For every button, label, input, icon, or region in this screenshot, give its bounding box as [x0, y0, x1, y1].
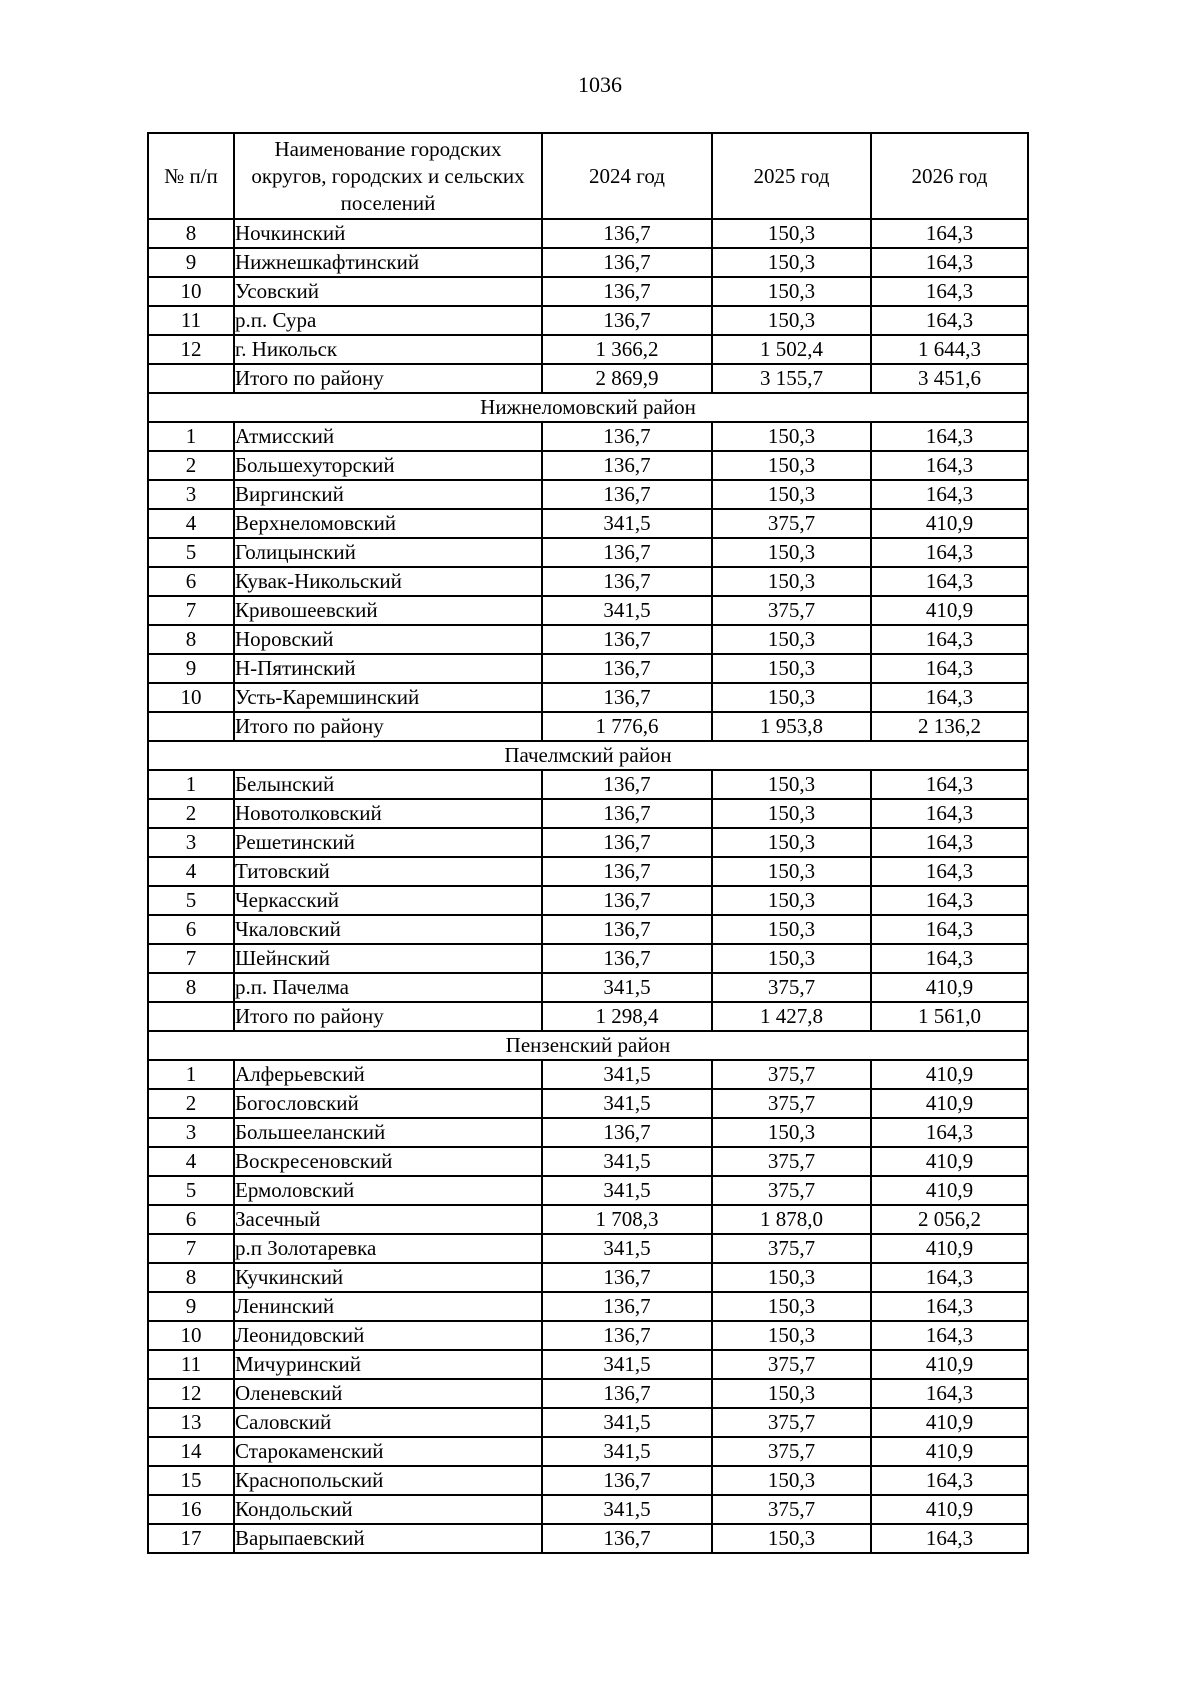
table-row — [148, 219, 1028, 248]
section-title: Пензенский район — [148, 1031, 1028, 1060]
value-2024: 136,7 — [542, 857, 712, 886]
value-2024: 136,7 — [542, 799, 712, 828]
row-number — [148, 712, 234, 741]
row-number: 10 — [148, 277, 234, 306]
settlement-name: Голицынский — [234, 538, 542, 567]
value-2025: 150,3 — [712, 625, 871, 654]
value-2026: 410,9 — [871, 1437, 1028, 1466]
table-row — [148, 451, 1028, 480]
value-2025: 375,7 — [712, 1089, 871, 1118]
settlement-name: Шейнский — [234, 944, 542, 973]
value-2025: 150,3 — [712, 654, 871, 683]
row-number: 5 — [148, 538, 234, 567]
value-2024: 136,7 — [542, 1118, 712, 1147]
value-2024: 136,7 — [542, 1524, 712, 1553]
table-row — [148, 886, 1028, 915]
row-number: 6 — [148, 1205, 234, 1234]
value-2025: 150,3 — [712, 683, 871, 712]
value-2026: 164,3 — [871, 480, 1028, 509]
section-row — [148, 741, 1028, 770]
settlement-name: Алферьевский — [234, 1060, 542, 1089]
row-number: 2 — [148, 1089, 234, 1118]
section-row — [148, 1031, 1028, 1060]
value-2024: 341,5 — [542, 1495, 712, 1524]
section-title: Пачелмский район — [148, 741, 1028, 770]
value-2025: 150,3 — [712, 828, 871, 857]
settlement-name: Виргинский — [234, 480, 542, 509]
row-number: 8 — [148, 1263, 234, 1292]
value-2026: 164,3 — [871, 219, 1028, 248]
settlement-name: Норовский — [234, 625, 542, 654]
value-2025: 375,7 — [712, 1060, 871, 1089]
value-2024: 341,5 — [542, 509, 712, 538]
row-number: 12 — [148, 335, 234, 364]
value-2026: 1 561,0 — [871, 1002, 1028, 1031]
row-number: 9 — [148, 1292, 234, 1321]
value-2024: 136,7 — [542, 219, 712, 248]
table-row — [148, 248, 1028, 277]
total-row — [148, 712, 1028, 741]
value-2025: 150,3 — [712, 538, 871, 567]
table-row — [148, 480, 1028, 509]
value-2024: 1 298,4 — [542, 1002, 712, 1031]
value-2024: 136,7 — [542, 828, 712, 857]
settlement-name: Итого по району — [234, 712, 542, 741]
value-2025: 3 155,7 — [712, 364, 871, 393]
settlement-name: Варыпаевский — [234, 1524, 542, 1553]
row-number: 2 — [148, 799, 234, 828]
value-2026: 410,9 — [871, 596, 1028, 625]
value-2025: 150,3 — [712, 799, 871, 828]
value-2025: 1 502,4 — [712, 335, 871, 364]
value-2026: 3 451,6 — [871, 364, 1028, 393]
table-row — [148, 1408, 1028, 1437]
value-2025: 150,3 — [712, 306, 871, 335]
settlement-name: Н-Пятинский — [234, 654, 542, 683]
value-2026: 1 644,3 — [871, 335, 1028, 364]
value-2024: 136,7 — [542, 1466, 712, 1495]
value-2026: 164,3 — [871, 799, 1028, 828]
row-number: 7 — [148, 944, 234, 973]
value-2024: 136,7 — [542, 944, 712, 973]
value-2025: 375,7 — [712, 1176, 871, 1205]
value-2026: 410,9 — [871, 1089, 1028, 1118]
table-row — [148, 625, 1028, 654]
row-number: 7 — [148, 596, 234, 625]
settlement-name: Краснопольский — [234, 1466, 542, 1495]
settlement-name: Атмисский — [234, 422, 542, 451]
value-2026: 164,3 — [871, 915, 1028, 944]
value-2026: 164,3 — [871, 1524, 1028, 1553]
header-2025: 2025 год — [712, 133, 871, 219]
table-row — [148, 422, 1028, 451]
table-row — [148, 1234, 1028, 1263]
value-2024: 136,7 — [542, 654, 712, 683]
row-number: 4 — [148, 857, 234, 886]
table-row — [148, 1350, 1028, 1379]
row-number: 11 — [148, 306, 234, 335]
row-number: 4 — [148, 509, 234, 538]
row-number: 14 — [148, 1437, 234, 1466]
value-2025: 375,7 — [712, 1437, 871, 1466]
table-row — [148, 770, 1028, 799]
value-2026: 164,3 — [871, 1466, 1028, 1495]
row-number: 11 — [148, 1350, 234, 1379]
value-2026: 164,3 — [871, 857, 1028, 886]
settlement-name: Ночкинский — [234, 219, 542, 248]
table-row — [148, 1147, 1028, 1176]
settlement-name: Нижнешкафтинский — [234, 248, 542, 277]
row-number: 1 — [148, 422, 234, 451]
value-2024: 1 776,6 — [542, 712, 712, 741]
row-number: 1 — [148, 1060, 234, 1089]
table-row — [148, 567, 1028, 596]
value-2024: 136,7 — [542, 1379, 712, 1408]
value-2026: 164,3 — [871, 1321, 1028, 1350]
value-2026: 410,9 — [871, 1060, 1028, 1089]
table-row — [148, 1060, 1028, 1089]
row-number: 13 — [148, 1408, 234, 1437]
settlement-name: Итого по району — [234, 1002, 542, 1031]
value-2024: 341,5 — [542, 1176, 712, 1205]
value-2024: 341,5 — [542, 596, 712, 625]
value-2025: 150,3 — [712, 277, 871, 306]
value-2026: 164,3 — [871, 567, 1028, 596]
row-number: 7 — [148, 1234, 234, 1263]
row-number: 10 — [148, 1321, 234, 1350]
value-2026: 164,3 — [871, 1292, 1028, 1321]
value-2026: 410,9 — [871, 973, 1028, 1002]
table-row — [148, 335, 1028, 364]
table-body — [148, 219, 1028, 1553]
value-2025: 150,3 — [712, 1263, 871, 1292]
table-row — [148, 1205, 1028, 1234]
value-2024: 341,5 — [542, 1234, 712, 1263]
value-2024: 136,7 — [542, 248, 712, 277]
value-2026: 410,9 — [871, 509, 1028, 538]
row-number: 6 — [148, 915, 234, 944]
value-2024: 136,7 — [542, 277, 712, 306]
settlement-name: р.п Золотаревка — [234, 1234, 542, 1263]
table-row — [148, 277, 1028, 306]
page-number: 1036 — [578, 72, 622, 97]
value-2025: 375,7 — [712, 1350, 871, 1379]
value-2024: 136,7 — [542, 538, 712, 567]
value-2025: 150,3 — [712, 451, 871, 480]
table-row — [148, 1118, 1028, 1147]
table-row — [148, 1379, 1028, 1408]
value-2024: 136,7 — [542, 480, 712, 509]
section-title: Нижнеломовский район — [148, 393, 1028, 422]
row-number: 17 — [148, 1524, 234, 1553]
table-row — [148, 799, 1028, 828]
header-2026: 2026 год — [871, 133, 1028, 219]
value-2024: 136,7 — [542, 1321, 712, 1350]
value-2024: 341,5 — [542, 1408, 712, 1437]
value-2024: 136,7 — [542, 625, 712, 654]
value-2025: 150,3 — [712, 567, 871, 596]
settlement-name: Мичуринский — [234, 1350, 542, 1379]
value-2024: 136,7 — [542, 1263, 712, 1292]
value-2024: 136,7 — [542, 683, 712, 712]
value-2024: 1 708,3 — [542, 1205, 712, 1234]
section-row — [148, 393, 1028, 422]
settlement-name: Итого по району — [234, 364, 542, 393]
table-row — [148, 1495, 1028, 1524]
allocation-table — [147, 132, 1029, 1554]
table-row — [148, 1176, 1028, 1205]
row-number: 16 — [148, 1495, 234, 1524]
row-number: 1 — [148, 770, 234, 799]
value-2025: 375,7 — [712, 1495, 871, 1524]
table-header — [148, 133, 1028, 219]
value-2026: 164,3 — [871, 683, 1028, 712]
settlement-name: р.п. Сура — [234, 306, 542, 335]
settlement-name: Решетинский — [234, 828, 542, 857]
value-2026: 2 056,2 — [871, 1205, 1028, 1234]
table-row — [148, 683, 1028, 712]
value-2025: 150,3 — [712, 219, 871, 248]
value-2024: 341,5 — [542, 1350, 712, 1379]
value-2025: 150,3 — [712, 944, 871, 973]
value-2026: 164,3 — [871, 1379, 1028, 1408]
row-number: 8 — [148, 973, 234, 1002]
value-2025: 375,7 — [712, 596, 871, 625]
value-2024: 1 366,2 — [542, 335, 712, 364]
settlement-name: Кучкинский — [234, 1263, 542, 1292]
value-2025: 1 878,0 — [712, 1205, 871, 1234]
value-2026: 164,3 — [871, 828, 1028, 857]
table-row — [148, 915, 1028, 944]
total-row — [148, 1002, 1028, 1031]
value-2025: 150,3 — [712, 886, 871, 915]
row-number: 5 — [148, 886, 234, 915]
value-2024: 136,7 — [542, 567, 712, 596]
value-2026: 410,9 — [871, 1495, 1028, 1524]
settlement-name: Чкаловский — [234, 915, 542, 944]
value-2026: 164,3 — [871, 770, 1028, 799]
table-row — [148, 1524, 1028, 1553]
settlement-name: Кувак-Никольский — [234, 567, 542, 596]
row-number: 10 — [148, 683, 234, 712]
settlement-name: Воскресеновский — [234, 1147, 542, 1176]
value-2026: 2 136,2 — [871, 712, 1028, 741]
value-2025: 150,3 — [712, 915, 871, 944]
table-row — [148, 1292, 1028, 1321]
settlement-name: р.п. Пачелма — [234, 973, 542, 1002]
settlement-name: Засечный — [234, 1205, 542, 1234]
value-2026: 164,3 — [871, 944, 1028, 973]
value-2025: 150,3 — [712, 1118, 871, 1147]
row-number: 9 — [148, 248, 234, 277]
value-2026: 164,3 — [871, 422, 1028, 451]
header-2024: 2024 год — [542, 133, 712, 219]
value-2026: 164,3 — [871, 625, 1028, 654]
row-number: 3 — [148, 480, 234, 509]
row-number: 15 — [148, 1466, 234, 1495]
table-row — [148, 306, 1028, 335]
value-2024: 136,7 — [542, 451, 712, 480]
settlement-name: Черкасский — [234, 886, 542, 915]
settlement-name: Кондольский — [234, 1495, 542, 1524]
settlement-name: Ермоловский — [234, 1176, 542, 1205]
value-2024: 136,7 — [542, 770, 712, 799]
value-2024: 2 869,9 — [542, 364, 712, 393]
value-2024: 136,7 — [542, 915, 712, 944]
row-number — [148, 364, 234, 393]
settlement-name: Саловский — [234, 1408, 542, 1437]
value-2025: 150,3 — [712, 1524, 871, 1553]
value-2025: 150,3 — [712, 1379, 871, 1408]
value-2026: 164,3 — [871, 306, 1028, 335]
value-2025: 150,3 — [712, 857, 871, 886]
value-2025: 375,7 — [712, 973, 871, 1002]
settlement-name: г. Никольск — [234, 335, 542, 364]
table-row — [148, 973, 1028, 1002]
value-2026: 164,3 — [871, 248, 1028, 277]
row-number: 9 — [148, 654, 234, 683]
table-row — [148, 1437, 1028, 1466]
row-number: 8 — [148, 219, 234, 248]
settlement-name: Усть-Каремшинский — [234, 683, 542, 712]
value-2026: 164,3 — [871, 1118, 1028, 1147]
header-num: № п/п — [148, 133, 234, 219]
table-row — [148, 828, 1028, 857]
table-row — [148, 509, 1028, 538]
value-2025: 150,3 — [712, 770, 871, 799]
row-number: 6 — [148, 567, 234, 596]
table-row — [148, 1466, 1028, 1495]
row-number: 5 — [148, 1176, 234, 1205]
table-row — [148, 654, 1028, 683]
value-2025: 1 953,8 — [712, 712, 871, 741]
value-2025: 150,3 — [712, 422, 871, 451]
settlement-name: Белынский — [234, 770, 542, 799]
value-2026: 164,3 — [871, 654, 1028, 683]
value-2024: 341,5 — [542, 1147, 712, 1176]
value-2024: 136,7 — [542, 886, 712, 915]
header-row — [148, 133, 1028, 219]
value-2026: 164,3 — [871, 1263, 1028, 1292]
value-2024: 341,5 — [542, 1089, 712, 1118]
value-2025: 375,7 — [712, 509, 871, 538]
value-2025: 150,3 — [712, 1321, 871, 1350]
table-row — [148, 1321, 1028, 1350]
value-2026: 410,9 — [871, 1408, 1028, 1437]
settlement-name: Оленевский — [234, 1379, 542, 1408]
row-number — [148, 1002, 234, 1031]
value-2026: 410,9 — [871, 1234, 1028, 1263]
value-2025: 1 427,8 — [712, 1002, 871, 1031]
value-2026: 164,3 — [871, 538, 1028, 567]
value-2026: 410,9 — [871, 1176, 1028, 1205]
row-number: 2 — [148, 451, 234, 480]
value-2025: 150,3 — [712, 1466, 871, 1495]
table-row — [148, 944, 1028, 973]
value-2025: 375,7 — [712, 1408, 871, 1437]
value-2026: 164,3 — [871, 886, 1028, 915]
settlement-name: Верхнеломовский — [234, 509, 542, 538]
row-number: 3 — [148, 828, 234, 857]
value-2025: 150,3 — [712, 480, 871, 509]
settlement-name: Богословский — [234, 1089, 542, 1118]
row-number: 8 — [148, 625, 234, 654]
settlement-name: Леонидовский — [234, 1321, 542, 1350]
value-2026: 164,3 — [871, 277, 1028, 306]
settlement-name: Кривошеевский — [234, 596, 542, 625]
value-2024: 136,7 — [542, 1292, 712, 1321]
settlement-name: Новотолковский — [234, 799, 542, 828]
value-2024: 136,7 — [542, 422, 712, 451]
row-number: 4 — [148, 1147, 234, 1176]
value-2026: 410,9 — [871, 1147, 1028, 1176]
table-row — [148, 1089, 1028, 1118]
value-2026: 164,3 — [871, 451, 1028, 480]
total-row — [148, 364, 1028, 393]
settlement-name: Титовский — [234, 857, 542, 886]
row-number: 3 — [148, 1118, 234, 1147]
settlement-name: Ленинский — [234, 1292, 542, 1321]
settlement-name: Старокаменский — [234, 1437, 542, 1466]
value-2024: 341,5 — [542, 1060, 712, 1089]
value-2025: 150,3 — [712, 248, 871, 277]
value-2026: 410,9 — [871, 1350, 1028, 1379]
table-row — [148, 538, 1028, 567]
value-2025: 150,3 — [712, 1292, 871, 1321]
table-row — [148, 1263, 1028, 1292]
table-row — [148, 596, 1028, 625]
value-2024: 136,7 — [542, 306, 712, 335]
row-number: 12 — [148, 1379, 234, 1408]
header-name: Наименование городских округов, городских и сельских поселений — [234, 133, 542, 219]
value-2025: 375,7 — [712, 1147, 871, 1176]
settlement-name: Усовский — [234, 277, 542, 306]
settlement-name: Большееланский — [234, 1118, 542, 1147]
value-2024: 341,5 — [542, 973, 712, 1002]
value-2024: 341,5 — [542, 1437, 712, 1466]
table-row — [148, 857, 1028, 886]
value-2025: 375,7 — [712, 1234, 871, 1263]
settlement-name: Большехуторский — [234, 451, 542, 480]
